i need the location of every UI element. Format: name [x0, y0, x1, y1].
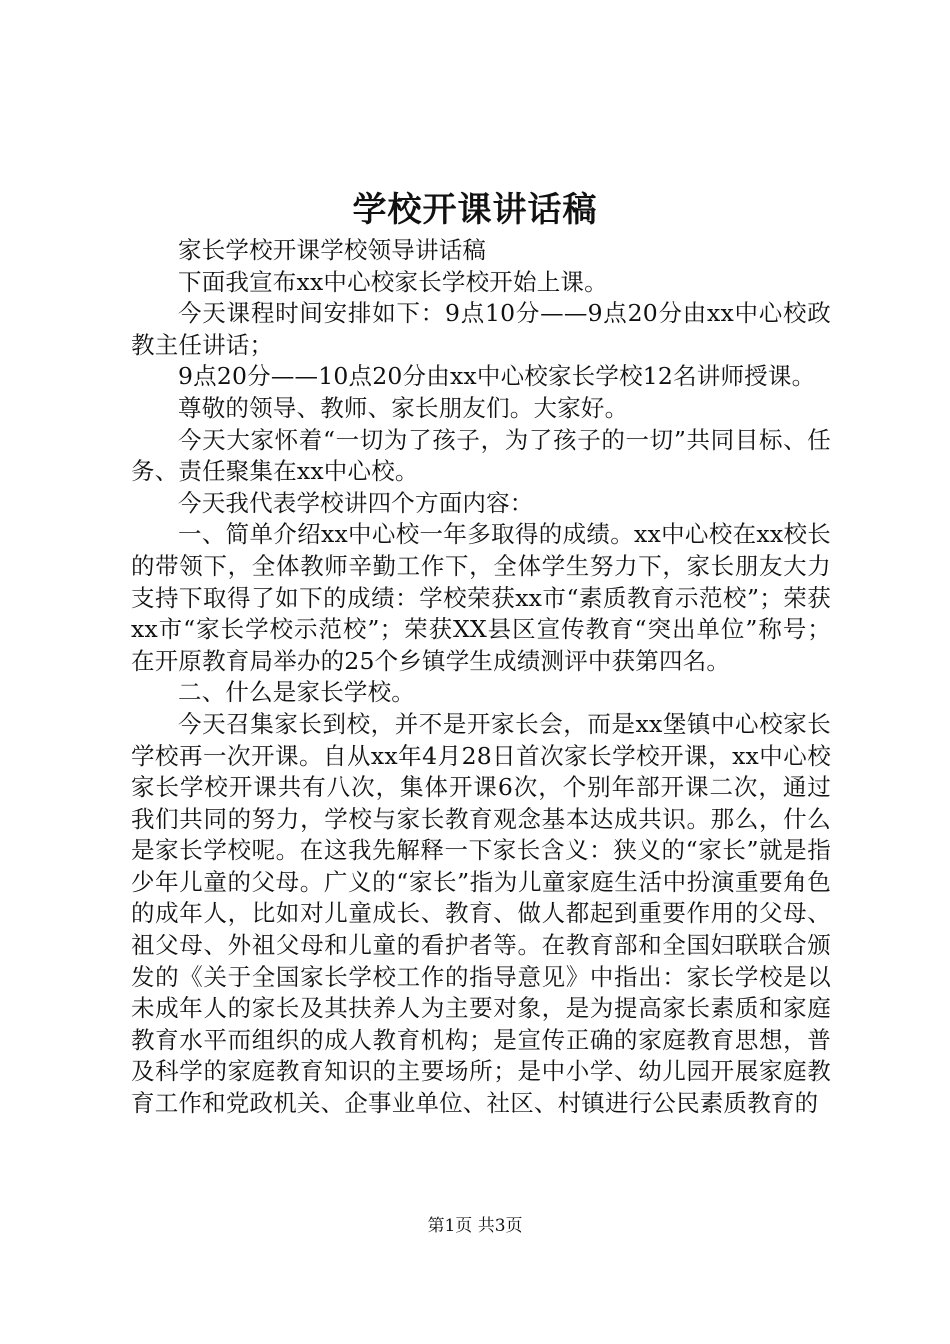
page-footer: 第1页 共3页 — [427, 1216, 523, 1236]
paragraph: 今天课程时间安排如下：9点10分——9点20分由xx中心校政教主任讲话； — [131, 299, 831, 359]
paragraph: 尊敬的领导、教师、家长朋友们。大家好。 — [178, 393, 629, 422]
paragraph: 今天大家怀着“一切为了孩子，为了孩子的一切”共同目标、任务、责任聚集在xx中心校。 — [131, 425, 831, 486]
document-body — [131, 235, 831, 1120]
paragraph: 二、什么是家长学校。 — [178, 678, 415, 707]
document-title: 学校开课讲话稿 — [352, 190, 598, 230]
paragraph: 今天召集家长到校，并不是开家长会，而是xx堡镇中心校家长学校再一次开课。自从xx年4月28日首次家长学校开课，xx中心校家长学校开课共有八次，集体开课6次，个别年部开课二次，通过我们共同的努力，学校与家长教育观念基本达成共识。那么，什么是家长学校呢。在这我先解释一下家长含义：狭义的“家长”就是指少年儿童的父母。广义的“家长”指为儿童家庭生活中扮演重要角色的成年人，比如对儿童成长、教育、做人都起到重要作用的父母、祖父母、外祖父母和儿童的看护者等。在教育部和全国妇联联合颁发的《关于全国家长学校工作的指导意见》中指出：家长学校是以未成年人的家长及其扶养人为主要对象，是为提高家长素质和家庭教育水平而组织的成人教育机构；是宣传正确的家庭教育思想，普及科学的家庭教育知识的主要场所；是中小学、幼儿园开展家庭教育工作和党政机关、企事业单位、社区、村镇进行公民素质教育的 — [131, 709, 831, 1118]
paragraph: 家长学校开课学校领导讲话稿 — [178, 236, 487, 264]
paragraph: 9点20分——10点20分由xx中心校家长学校12名讲师授课。 — [178, 362, 816, 391]
paragraph: 一、简单介绍xx中心校一年多取得的成绩。xx中心校在xx校长的带领下，全体教师辛勤工作下，全体学生努力下，家长朋友大力支持下取得了如下的成绩：学校荣获xx市“素质教育示范校”；荣获xx市“家长学校示范校”；荣获XX县区宣传教育“突出单位”称号；在开原教育局举办的25个乡镇学生成绩测评中获第四名。 — [131, 520, 831, 675]
paragraph: 今天我代表学校讲四个方面内容： — [178, 488, 534, 517]
paragraph: 下面我宣布xx中心校家长学校开始上课。 — [178, 267, 608, 296]
